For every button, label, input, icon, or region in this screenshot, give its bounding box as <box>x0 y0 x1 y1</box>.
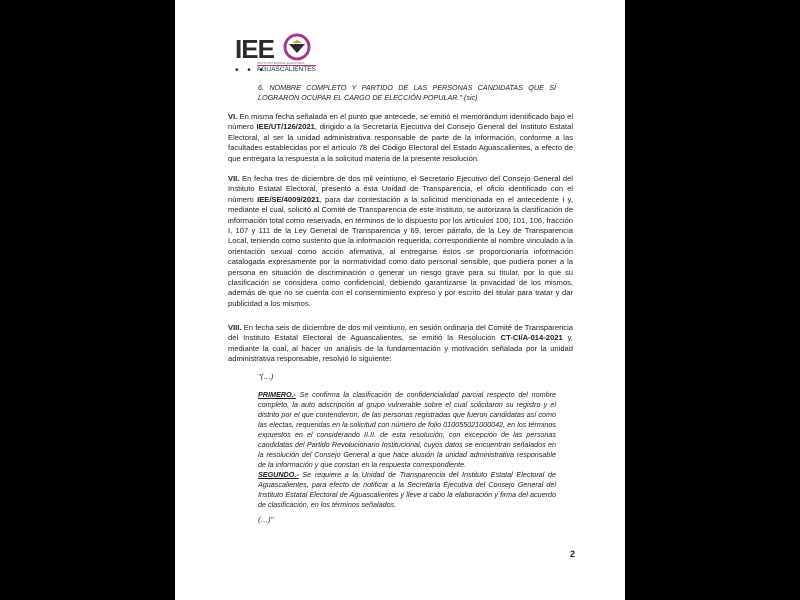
paragraph-vi-label: VI. <box>228 112 238 121</box>
paragraph-viii-reference: CT-CI/A-014-2021 <box>500 333 563 343</box>
resolution-primero <box>258 390 556 470</box>
logo-subtitle: AGUASCALIENTES <box>257 66 316 73</box>
logo-text: IEE <box>235 34 274 64</box>
quote-close: (…)" <box>258 515 274 524</box>
primero-label: PRIMERO.- <box>258 390 296 399</box>
primero-text: Se confirma la clasificación de confidencialidad parcial respecto del nombre completo, la auto adscripción al grupo vulnerable sobre el cual solicitaron su registro y el distrito por el que contendieron, de las personas registradas que fueron candidatas así como las electas, requeridas en la solicitud con número de folio 010055021000042, en los términos expuestos en el considerando II.II. de esta resolución, con excepción de las personas candidatas del Partido Revolucionario Institucional, cuyos datos se encuentran señalados en la resolución del Consejo General a que hace alusión la unidad administrativa responsable de la información y que constan en la respuesta correspondiente. <box>258 390 556 469</box>
document-page <box>175 0 625 600</box>
paragraph-viii-text-1: En fecha seis de diciembre de dos mil veintiuno, en sesión ordinaria del Comité de Transparencia del Instituto Estatal Electoral de Aguascalientes, se emitió la Resolución <box>228 323 573 343</box>
paragraph-vi <box>228 112 573 164</box>
paragraph-viii-label: VIII. <box>228 323 242 332</box>
paragraph-vii-text-1: En fecha tres de diciembre de dos mil veintiuno, el Secretario Ejecutivo del Consejo General del Instituto Estatal Electoral, presentó a ésta Unidad de Transparencia, el oficio identificado con el número <box>228 174 573 204</box>
segundo-text: Se requiere a la Unidad de Transparencia del Instituto Estatal Electoral de Aguascalientes, para efecto de notificar a la Secretaría Ejecutiva del Consejo General del Instituto Estatal Electoral de Aguascalientes y lleve a cabo la elaboración y firma del acuerdo de clasificación, en los términos señalados. <box>258 470 556 509</box>
quote-open: "(…) <box>258 372 274 381</box>
paragraph-vii-text-2: , para dar contestación a la solicitud mencionada en el antecedente I y, mediante el cual, solicitó al Comité de Transparencia de este Instituto, se autorizara la clasificación de información total como reservada, en términos de lo dispuesto por los artículos 100, 101, 106, fracción I, 107 y 111 de la Ley General de Transparencia y 69, tercer párrafo, de la Ley de Transparencia Local, teniendo como sustento que la información requerida, correspondiente al nombre vinculado a la orientación sexual como acción afirmativa, al entregarse éstos se proporcionaría información catalogada expresamente por la normatividad como dato personal sensible, que pudiera poner a la persona en situación de discriminación o generar un riesgo grave para su titular, por lo que su clasificación se considera como confidencial, debiendo garantizarse la privacidad de los mismos, además de que no se cuenta con el consentimiento expreso y por escrito del titular para tratar y dar publicidad a los mismos. <box>228 194 573 308</box>
resolution-segundo <box>258 470 556 510</box>
iee-logo <box>235 30 355 78</box>
logo-institution-text: INSTITUTO ESTATAL ELECTORAL <box>257 61 305 65</box>
paragraph-vii-label: VII. <box>228 174 240 183</box>
segundo-label: SEGUNDO.- <box>258 470 299 479</box>
logo-dots: • • • <box>235 65 267 76</box>
paragraph-vi-reference: IEE/UT/126/2021 <box>256 122 315 132</box>
paragraph-viii-text-2: y, mediante la cual, al hacer un análisis de la fundamentación y motivación señalada por la unidad administrativa responsable, resolvió lo siguiente: <box>228 333 574 364</box>
page-number: 2 <box>570 549 576 559</box>
quote-top: 6. NOMBRE COMPLETO Y PARTIDO DE LAS PERSONAS CANDIDATAS QUE SÍ LOGRARON OCUPAR EL CARGO DE ELECCIÓN POPULAR." (sic) <box>258 83 556 102</box>
paragraph-vi-text-1: En misma fecha señalada en el punto que antecede, se emitió el memorándum identificado bajo el número <box>228 112 573 132</box>
paragraph-vii <box>228 174 573 309</box>
paragraph-vi-text-2: , dirigido a la Secretaría Ejecutiva del Consejo General del Instituto Estatal Electoral, al ser la unidad administrativa responsable de parte de la información, conforme a las facultades establecidas por el artículo 78 del Código Electoral del Estado Aguascalientes, a efecto de que entregara la respuesta a la solicitud materia de la presente resolución. <box>228 122 574 163</box>
paragraph-viii <box>228 323 573 365</box>
logo-emblem-icon <box>282 32 312 62</box>
paragraph-vii-reference: IEE/SE/4009/2021 <box>257 194 320 204</box>
